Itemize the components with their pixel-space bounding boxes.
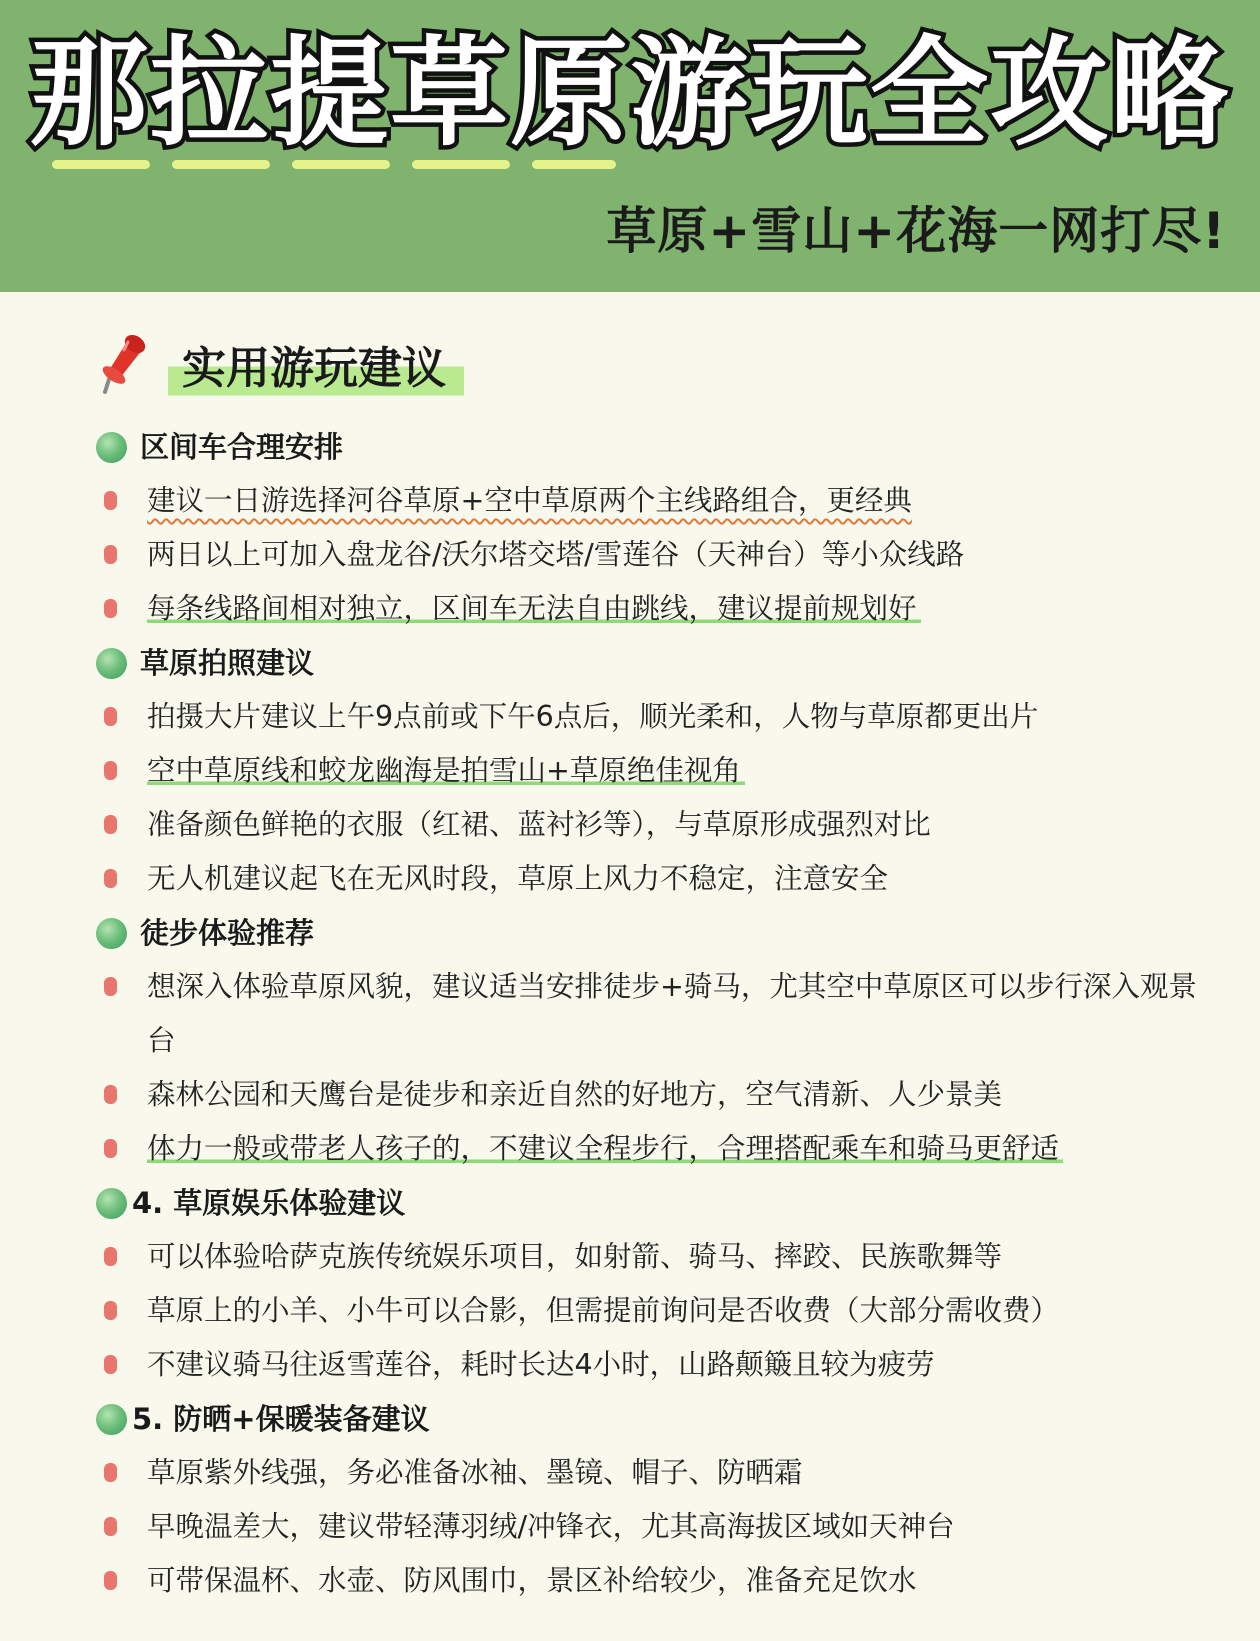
bullet-icon [104, 707, 117, 726]
green-dot-icon [96, 1188, 127, 1219]
bullet-icon [104, 545, 117, 564]
bullet-icon [104, 1355, 117, 1374]
bullet-icon [104, 1139, 117, 1158]
list-item [0, 1446, 1260, 1500]
list-item [0, 1284, 1260, 1338]
list-item [0, 474, 1260, 528]
list-item-text: 想深入体验草原风貌，建议适当安排徒步+骑马，尤其空中草原区可以步行深入观景台 [147, 970, 1197, 1057]
list-item [0, 1122, 1260, 1176]
list-item-text: 拍摄大片建议上午9点前或下午6点后，顺光柔和，人物与草原都更出片 [147, 700, 1039, 733]
list-item [0, 798, 1260, 852]
list-item [0, 960, 1260, 1068]
list-item [0, 852, 1260, 906]
group-title [0, 1392, 1260, 1446]
header-banner [0, 0, 1260, 292]
list-item-text: 体力一般或带老人孩子的，不建议全程步行，合理搭配乘车和骑马更舒适 [147, 1132, 1063, 1165]
group-title-label: 4. 草原娱乐体验建议 [132, 1186, 406, 1220]
list-item-text: 早晚温差大，建议带轻薄羽绒/冲锋衣，尤其高海拔区域如天神台 [147, 1510, 955, 1543]
list-item [0, 690, 1260, 744]
page-subtitle: 草原+雪山+花海一网打尽! [606, 202, 1226, 260]
list-item-text: 无人机建议起飞在无风时段，草原上风力不稳定，注意安全 [147, 862, 889, 895]
list-item [0, 1500, 1260, 1554]
bullet-icon [104, 761, 117, 780]
pushpin-icon [98, 330, 150, 396]
list-item-text: 不建议骑马往返雪莲谷，耗时长达4小时，山路颠簸且较为疲劳 [147, 1348, 935, 1381]
list-item-text: 森林公园和天鹰台是徒步和亲近自然的好地方，空气清新、人少景美 [147, 1078, 1003, 1111]
list-item-text: 可带保温杯、水壶、防风围巾，景区补给较少，准备充足饮水 [147, 1564, 917, 1597]
list-item [0, 582, 1260, 636]
bullet-icon [104, 599, 117, 618]
group-title-label: 徒步体验推荐 [140, 916, 315, 950]
group-title-label: 区间车合理安排 [140, 430, 344, 464]
green-dot-icon [96, 432, 127, 463]
bullet-icon [104, 1463, 117, 1482]
bullet-icon [104, 977, 117, 996]
green-dot-icon [96, 1404, 127, 1435]
list-item [0, 528, 1260, 582]
green-dot-icon [96, 648, 127, 679]
group-title [0, 420, 1260, 474]
list-item-text: 空中草原线和蛟龙幽海是拍雪山+草原绝佳视角 [147, 754, 745, 787]
list-item-text: 建议一日游选择河谷草原+空中草原两个主线路组合，更经典 [147, 484, 912, 517]
bullet-icon [104, 815, 117, 834]
group-title-label: 5. 防晒+保暖装备建议 [132, 1402, 430, 1436]
group-title-label: 草原拍照建议 [140, 646, 315, 680]
list-item-text: 每条线路间相对独立，区间车无法自由跳线，建议提前规划好 [147, 592, 921, 625]
bullet-icon [104, 1517, 117, 1536]
list-item-text: 草原上的小羊、小牛可以合影，但需提前询问是否收费（大部分需收费） [147, 1294, 1060, 1327]
bullet-icon [104, 1247, 117, 1266]
list-item [0, 744, 1260, 798]
group-title [0, 1176, 1260, 1230]
bullet-icon [104, 869, 117, 888]
list-item [0, 1338, 1260, 1392]
bullet-icon [104, 1301, 117, 1320]
list-item [0, 1230, 1260, 1284]
bullet-icon [104, 1085, 117, 1104]
list-item [0, 1068, 1260, 1122]
list-item-text: 两日以上可加入盘龙谷/沃尔塔交塔/雪莲谷（天神台）等小众线路 [147, 538, 965, 571]
group-title [0, 906, 1260, 960]
list-item-text: 准备颜色鲜艳的衣服（红裙、蓝衬衫等），与草原形成强烈对比 [147, 808, 931, 841]
green-dot-icon [96, 918, 127, 949]
page-title: 那拉提草原游玩全攻略 [30, 24, 1231, 162]
bullet-icon [104, 491, 117, 510]
list-item-text: 草原紫外线强，务必准备冰袖、墨镜、帽子、防晒霜 [147, 1456, 803, 1489]
group-title [0, 636, 1260, 690]
bullet-icon [104, 1571, 117, 1590]
tips-list [0, 420, 1260, 1608]
list-item-text: 可以体验哈萨克族传统娱乐项目，如射箭、骑马、摔跤、民族歌舞等 [147, 1240, 1003, 1273]
list-item [0, 1554, 1260, 1608]
section-heading: 实用游玩建议 [168, 336, 464, 402]
